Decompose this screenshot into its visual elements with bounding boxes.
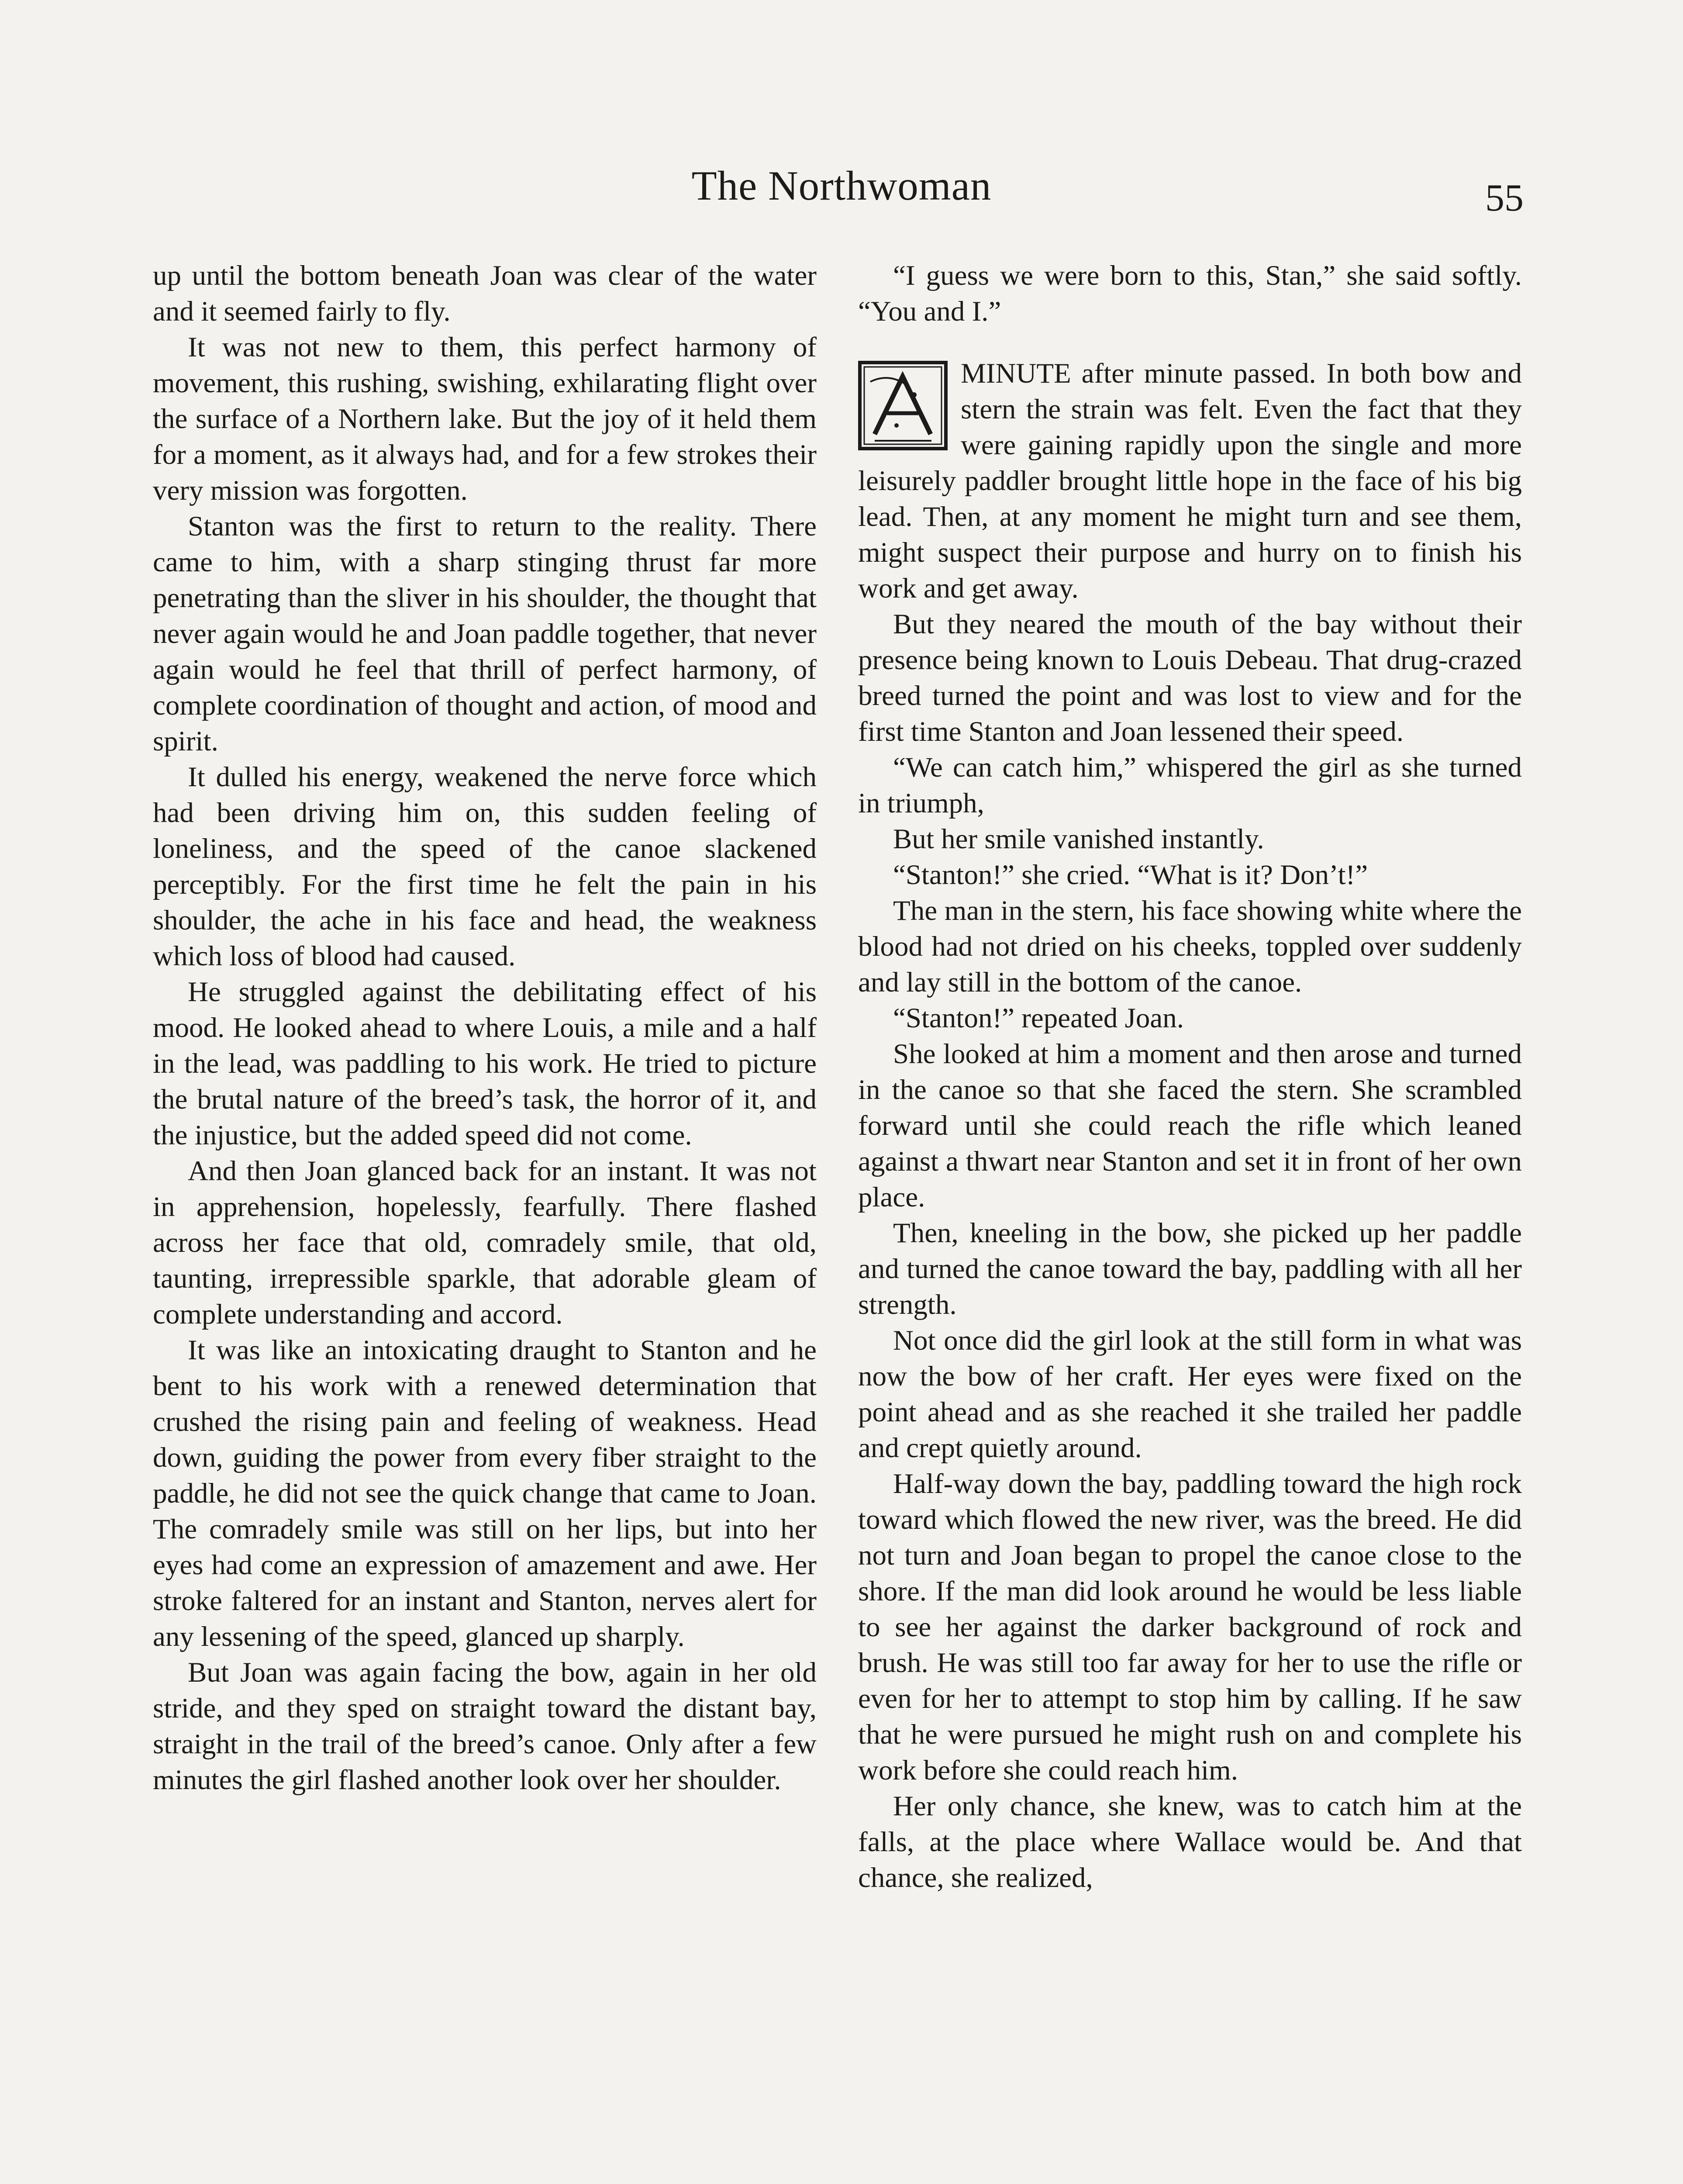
ornamental-drop-cap-icon [858, 361, 948, 450]
paragraph: “Stanton!” she cried. “What is it? Don’t!” [893, 859, 1368, 891]
drop-cap-paragraph-text: MINUTE after minute passed. In both bow and stern the strain was felt. Even the fact that they were gaining rapidly upon the single and more leisurely paddler brought little hope in the face of his big lead. Then, at any moment he might turn and see them, might suspect their purpose and hurry on to finish his work and get away. [858, 358, 1522, 604]
paragraph: Half-way down the bay, paddling toward the high rock toward which flowed the new river, was the breed. He did not turn and Joan began to propel the canoe close to the shore. If the man did look around he would be less liable to see her against the darker background of rock and brush. He was still too far away for her to use the rifle or even for her to attempt to stop him by calling. If he saw that he were pursued he might rush on and complete his work before she could reach him. [858, 1468, 1522, 1786]
running-header-title: The Northwoman [691, 162, 992, 209]
paragraph: The man in the stern, his face showing white where the blood had not dried on his cheeks, toppled over suddenly and lay still in the bottom of the canoe. [858, 895, 1522, 998]
page-number: 55 [1485, 177, 1524, 219]
paragraph: He struggled against the debilitating effect of his mood. He looked ahead to where Louis, a mile and a half in the lead, was paddling to his work. He tried to picture the brutal nature of the breed’s task, the horror of it, and the injustice, but the added speed did not come. [153, 976, 817, 1151]
paragraph: It dulled his energy, weakened the nerve force which had been driving him on, this sudden feeling of loneliness, and the speed of the canoe slackened perceptibly. For the first time he felt the pain in his shoulder, the ache in his face and head, the weakness which loss of blood had caused. [153, 761, 817, 972]
paragraph: up until the bottom beneath Joan was clear of the water and it seemed fairly to fly. [153, 260, 817, 327]
paragraph: Then, kneeling in the bow, she picked up her paddle and turned the canoe toward the bay, paddling with all her strength. [858, 1217, 1522, 1320]
drop-cap-paragraph [858, 356, 1522, 606]
paragraph: “I guess we were born to this, Stan,” she said softly. “You and I.” [858, 260, 1522, 327]
left-text-column [153, 258, 817, 1798]
paragraph: But her smile vanished instantly. [893, 823, 1264, 855]
paragraph: But Joan was again facing the bow, again in her old stride, and they sped on straight toward the distant bay, straight in the trail of the breed’s canoe. Only after a few minutes the girl flashed another look over her shoulder. [153, 1657, 817, 1796]
paragraph: And then Joan glanced back for an instant. It was not in apprehension, hopelessly, fearfully. There flashed across her face that old, comradely smile, that old, taunting, irrepressible sparkle, that adorable gleam of complete understanding and accord. [153, 1155, 817, 1330]
paragraph: “We can catch him,” whispered the girl as she turned in triumph, [858, 752, 1522, 819]
paragraph: Stanton was the first to return to the reality. There came to him, with a sharp stinging thrust far more penetrating than the sliver in his shoulder, the thought that never again would he and Joan paddle together, that never again would he feel that thrill of perfect harmony, of complete coordination of thought and action, of mood and spirit. [153, 511, 817, 757]
paragraph: She looked at him a moment and then arose and turned in the canoe so that she faced the stern. She scrambled forward until she could reach the rifle which leaned against a thwart near Stanton and set it in front of her own place. [858, 1038, 1522, 1213]
paragraph: Not once did the girl look at the still form in what was now the bow of her craft. Her eyes were fixed on the point ahead and as she reached it she trailed her paddle and crept quietly around. [858, 1325, 1522, 1464]
paragraph: Her only chance, she knew, was to catch him at the falls, at the place where Wallace would be. And that chance, she realized, [858, 1790, 1522, 1894]
paragraph: “Stanton!” repeated Joan. [893, 1002, 1184, 1034]
paragraph: But they neared the mouth of the bay without their presence being known to Louis Debeau. That drug-crazed breed turned the point and was lost to view and for the first time Stanton and Joan lessened their speed. [858, 608, 1522, 747]
paragraph: It was like an intoxicating draught to Stanton and he bent to his work with a renewed determination that crushed the rising pain and feeling of weakness. Head down, guiding the power from every fiber straight to the paddle, he did not see the quick change that came to Joan. The comradely smile was still on her lips, but into her eyes had come an expression of amazement and awe. Her stroke faltered for an instant and Stanton, nerves alert for any lessening of the speed, glanced up sharply. [153, 1334, 817, 1652]
right-text-column [858, 258, 1522, 1896]
paragraph: It was not new to them, this perfect harmony of movement, this rushing, swishing, exhilarating flight over the surface of a Northern lake. But the joy of it held them for a moment, as it always had, and for a few strokes their very mission was forgotten. [153, 332, 817, 506]
section-break [858, 329, 1522, 356]
